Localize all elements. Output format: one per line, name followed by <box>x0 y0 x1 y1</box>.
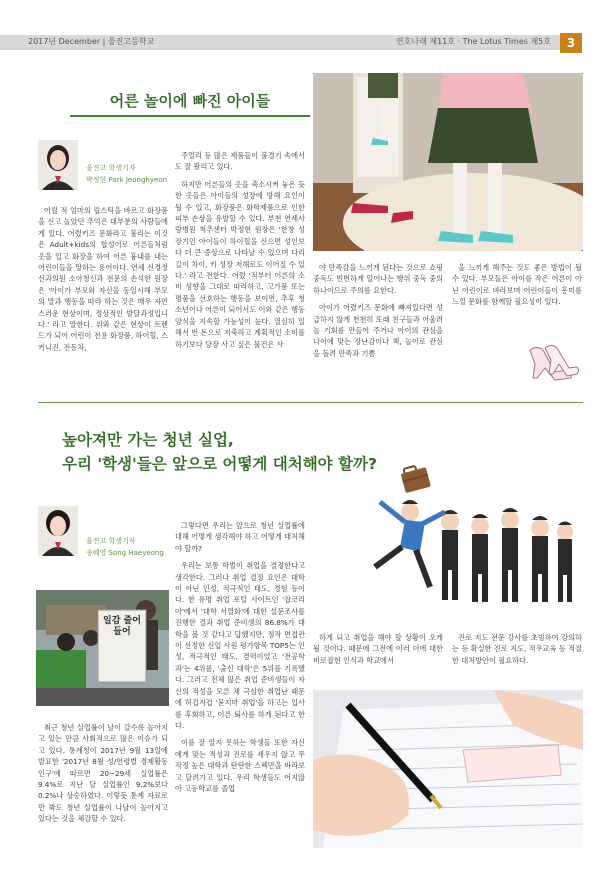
article2-author-photo <box>38 506 78 556</box>
article2-col3-para: 하게 되고 취업을 해야 할 상황이 오게 될 것이다. 때문에 그전에 이러 이에 대한 비로잡힌 인식과 학교에서 <box>313 633 443 665</box>
article2-column-2 <box>175 520 305 800</box>
article2-col2-para: 그렇다면 우리는 앞으로 청년 실업률에 대해 어떻게 생각해야 하고 어떻게 대처해야 할까? <box>175 521 305 553</box>
article2-writing-photo <box>313 690 583 848</box>
article1-col2-para: 하지만 어른들의 옷을 축소시켜 놓은 듯한 옷들은 아이들의 성장에 방해 요인이 될 수 있고, 화장품은 화학제품으로 인한 피부 손상을 유발할 수 있다. 부천 연세사랑병원 척추센터 박정현 원장은 '한창 성장기인 아이들이 하이힐을 신으면 성인보다 더 큰 증상으로 나타날 수 있으며 다리길이 차이, 키 성장 저해로도 이어질 수 있다.' 라고 전한다. 어렸 '적부터 어른의 소비 성향을 그대로 따라하고, 고가품 또는 명품을 선호하는 행동을 보이면, 추후 청소년이나 어른이 되어서도 이와 같은 행동 양식을 지속할 가능성이 높다. 열심히 일해서 번 돈으로 저축하고 계획적인 소비를 하기보다 당장 사고 싶은 물건은 사 <box>175 179 305 349</box>
article1-photo <box>313 73 583 251</box>
section-divider <box>38 402 583 403</box>
protest-sign-text: 일감 줄어들어 <box>103 616 141 637</box>
article1-column-3 <box>313 262 443 365</box>
article2-title-line1: 높아져만 가는 청년 실업, <box>62 431 234 449</box>
header-issue-info: 2017년 December | 울진고등학교 <box>28 37 155 46</box>
header-publication-info: 연호나래 제11호 · The Lotus Times 제5호 <box>395 37 551 46</box>
high-heels-illustration <box>525 340 580 385</box>
article1-col2-para: 주얼리 등 많은 제품들이 불경기 속에서도 잘 팔리고 있다. <box>175 151 305 172</box>
article1-col3-para: 야 만족감을 느끼게 된다는 것으로 쇼핑 중독도 빈번하게 일어나는 행위 중독 중의 하나이므로 주의를 요한다. <box>313 263 443 295</box>
header-bar <box>0 35 615 50</box>
article1-author-role: 울진고 학생기자 <box>86 164 136 172</box>
article1-col4-para: 을 느끼게 해주는 것도 좋은 방법이 될 수 있다. 부모들은 아이를 작은 어른이 아닌 어린이로 바라보며 어린이들이 흥미를 느낄 문화를 함께할 필요성이 있다. <box>452 263 582 307</box>
article1-column-4 <box>452 262 582 314</box>
article2-title-line2: 우리 '학생'들은 앞으로 어떻게 대처해야 할까? <box>62 455 377 473</box>
job-seekers-illustration <box>350 492 583 612</box>
article2-column-4 <box>452 632 582 672</box>
article2-col2-para: 우리는 보통 학벌이 취업을 결정한다고 생각한다. 그러나 취업 결정 요인은 대학이 아닌 인성, 적극적인 태도, 경험 등이다. 한 유명 취업 포털 사이트인 '잡코리아'에서 '대학 서열화'에 대한 설문조사를 진행한 결과 취업 준비생의 86.8%가 대학을 볼 것 같다고 답했지만, 정작 면접관이 선정한 신입 사원 평가항목 TOP5는 인성, 적극적인 태도, 경력이었고 '전공학과'는 4위를, '출신 대학'은 5위를 기록했다. 그러고 전체 많은 취업 준비생들이 자신의 적성을 모른 채 극심한 취업난 때문에 허겁지겁 '묻지마 취업'을 하고는 입사를 후회하고, 이른 퇴사를 하게 된다고 한다. <box>175 561 305 730</box>
article1-col1-para: 어릴 적 엄마의 립스틱을 바르고 화장품을 신고 놀았던 추억은 대부분의 사람들에게 있다. 어렸키즈 문화라고 불리는 이것은 Adult+kids의 합성어로 어른들처럼 옷을 입고 화장을 하여 어른 흉내를 내는 어린이들을 말하는 용어이다. 연세 신경정신과의원 소아청신과 전문의 손석한 원장은 '아이가 부모와 자신을 동일시해 부모의 말과 행동을 따라 하는 것은 매우 자연스러운 현상이며, 정상적인 발달과정입니다.' 라고 말한다. 위와 같은 현상이 트렌드가 되어 어린이 전용 화장품, 하이힐, 스커니진, 전동차, <box>38 206 168 352</box>
article2-col2-para: 이를 잘 알지 못하는 학생들 또한 자신에게 맞는 적성과 진로를 세우지 않고 무작정 높은 대학과 탄탄한 스펙만을 바라보고 달려가고 있다. 우리 학생들도 어지않아 고등학교를 졸업 <box>175 738 305 793</box>
article2-author-role: 울진고 학생기자 <box>86 537 136 545</box>
article1-col3-para: 아이가 어렸키즈 문화에 빠져있다면 성급하지 않게 천천히 또래 친구들과 어울려 놀 기회를 만들어 주거나 아이의 관심을 나이에 맞는 장난감이나 책, 놀이로 관심을 돌려 만족과 기쁨 <box>313 303 443 358</box>
article1-title: 어른 놀이에 빠진 아이들 <box>70 87 310 117</box>
briefcase-icon <box>400 460 432 494</box>
article2-col4-para: 진로 지도 전문 강사를 초빙하여 강의하는 등 확실한 진로 지도, 적우교육 등 적절한 대처방안이 필요하다. <box>452 633 582 665</box>
article1-author-photo <box>38 140 78 190</box>
article1-column-2 <box>175 150 305 356</box>
page-number: 3 <box>560 33 582 53</box>
article2-protest-photo <box>36 590 169 706</box>
article2-column-3 <box>313 632 443 672</box>
article2-col1-para: 최근 청년 실업률이 날이 갈수록 높아지고 있는 만큼 사회적으로 많은 이슈가 되고 있다. 통계청이 2017년 9월 13일에 발표한 '2017년 8월 성/연령별 경제활동인구'에 따르면 20~29세 실업률은 9.4%로 지난 달 실업률인 9.2%보다 0.2%나 상승하였다. 이렇듯 통계 자료로만 봐도 청년 실업률이 나날이 높아지고 있다는 것을 체감할 수 있다. <box>38 723 168 824</box>
article1-author-name: 박정현 Park Jeonghyeon <box>86 176 168 184</box>
article2-author-name: 송혜영 Song Haeyeong <box>86 549 164 557</box>
article1-column-1 <box>38 205 168 359</box>
article2-column-1 <box>38 722 168 831</box>
